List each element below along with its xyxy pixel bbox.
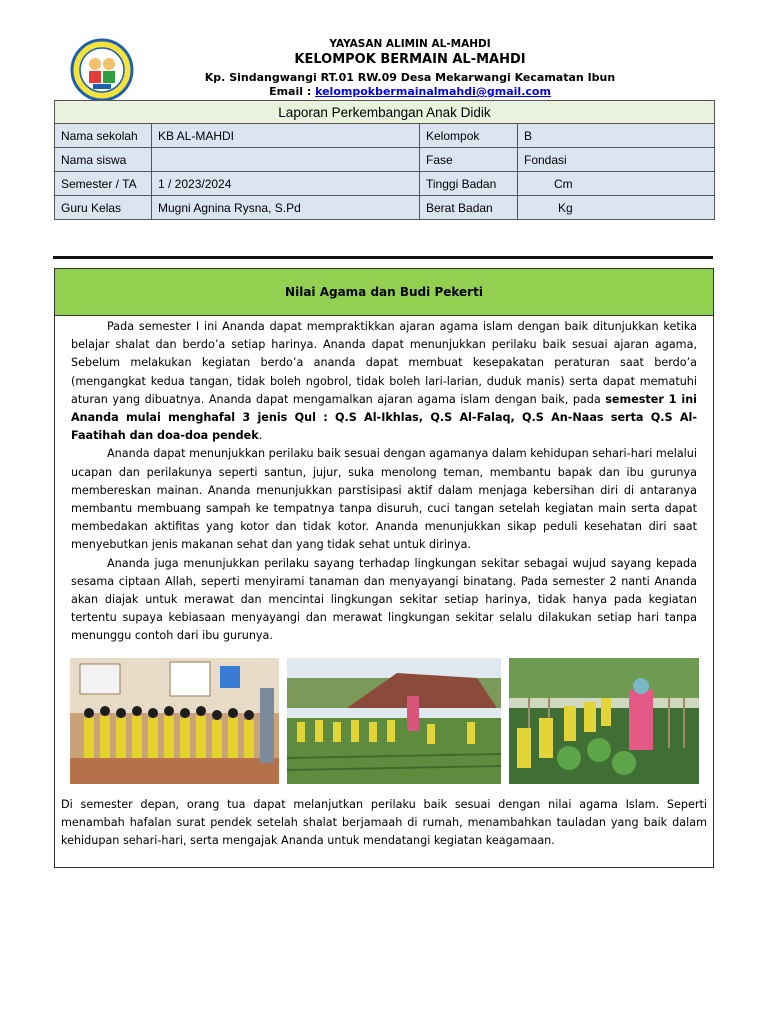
paragraph-1-bold: semester 1 ini Ananda mulai menghafal 3 jenis Qul : Q.S Al-Ikhlas, Q.S Al-Falaq, Q.S An-Naas serta Q.S Al-Faatihah dan doa-doa pendek [71, 392, 697, 443]
label-phase: Fase [420, 148, 518, 172]
label-student: Nama siswa [55, 148, 152, 172]
foundation-name: YAYASAN ALIMIN AL-MAHDI [329, 38, 491, 50]
value-semester: 1 / 2023/2024 [152, 172, 420, 196]
garden-photo-1 [287, 658, 501, 784]
value-weight: Kg [518, 196, 715, 220]
value-school: KB AL-MAHDI [152, 124, 420, 148]
school-name: KELOMPOK BERMAIN AL-MAHDI [294, 52, 526, 67]
value-phase: Fondasi [518, 148, 715, 172]
paragraph-1 [71, 318, 697, 445]
school-address: Kp. Sindangwangi RT.01 RW.09 Desa Mekarwangi Kecamatan Ibun [204, 71, 616, 84]
section-title: Nilai Agama dan Budi Pekerti [55, 269, 713, 316]
classroom-photo [70, 658, 279, 784]
divider [53, 256, 713, 259]
table-row [55, 172, 715, 196]
table-row [55, 148, 715, 172]
label-weight: Berat Badan [420, 196, 518, 220]
paragraph-3: Ananda juga menunjukkan perilaku sayang terhadap lingkungan sekitar sebagai wujud sayang kepada sesama ciptaan Allah, seperti menyirami tanaman dan menyayangi binatang. Pada semester 2 nanti Ananda akan diajak untuk merawat dan mencintai lingkungan sekitar setiap harinya, tidak hanya pada kegiatan tertentu supaya kebiasaan menyayangi dan merawat lingkungan sekitar selalu dilakukan setiap hari tanpa menunggu contoh dari ibu gurunya. [71, 556, 697, 643]
value-height: Cm [518, 172, 715, 196]
report-title: Laporan Perkembangan Anak Didik [55, 101, 715, 124]
photo-strip [55, 658, 713, 790]
paragraph-2: Ananda dapat menunjukkan perilaku baik sesuai dengan agamanya dalam kehidupan sehari-hari melalui ucapan dan perilakunya seperti santun, jujur, suka menolong teman, membantu bapak dan ibu gurunya membereskan mainan. Ananda menunjukkan parstisipasi aktif dalam menjaga kebersihan diri di antaranya membantu membuang sampah ke tempatnya tanpa disuruh, cuci tangan setelah kegiatan main serta dapat membedakan aktifitas yang kotor dan tidak kotor. Ananda menunjukkan sikap peduli kesehatan diri saat menyebutkan jenis makanan sehat dan yang tidak sehat untuk dirinya. [71, 447, 697, 552]
value-teacher: Mugni Agnina Rysna, S.Pd [152, 196, 420, 220]
student-info-table [54, 100, 715, 220]
value-student [152, 148, 420, 172]
school-logo [62, 38, 142, 102]
religion-section [54, 268, 714, 868]
label-school: Nama sekolah [55, 124, 152, 148]
table-row [55, 196, 715, 220]
label-teacher: Guru Kelas [55, 196, 152, 220]
value-group: B [518, 124, 715, 148]
label-group: Kelompok [420, 124, 518, 148]
closing-paragraph: Di semester depan, orang tua dapat melanjutkan perilaku baik sesuai dengan nilai agama Islam. Seperti menambah hafalan surat pendek setelah shalat berjamaah di rumah, menambahkan tauladan yang baik dalam kehidupan sehari-hari, serta mengajak Ananda untuk mendatangi kegiatan keagamaan. [61, 797, 707, 848]
paragraph-1-end: . [258, 429, 263, 443]
section-body [55, 316, 713, 646]
label-height: Tinggi Badan [420, 172, 518, 196]
table-row [55, 124, 715, 148]
email-label: Email : [269, 85, 312, 98]
label-semester: Semester / TA [55, 172, 152, 196]
email-line [150, 85, 670, 98]
garden-photo-2 [509, 658, 699, 784]
paragraph-1-text: Pada semester I ini Ananda dapat mempraktikkan ajaran agama islam dengan baik ditunjukkan ketika belajar shalat dan berdo’a setiap harinya. Ananda dapat menunjukkan perilaku baik sesuai ajaran agama, Sebelum melakukan kegiatan berdo’a ananda dapat membuat kesepakatan peraturan saat berdo’a (mengangkat kedua tangan, tidak boleh ngobrol, tidak boleh lari-larian, duduk manis) serta dapat mematuhi aturan yang dibuatnya. Ananda dapat mengamalkan ajaran agama islam dengan baik, pada [71, 320, 697, 406]
email-link[interactable]: kelompokbermainalmahdi@gmail.com [315, 85, 551, 98]
